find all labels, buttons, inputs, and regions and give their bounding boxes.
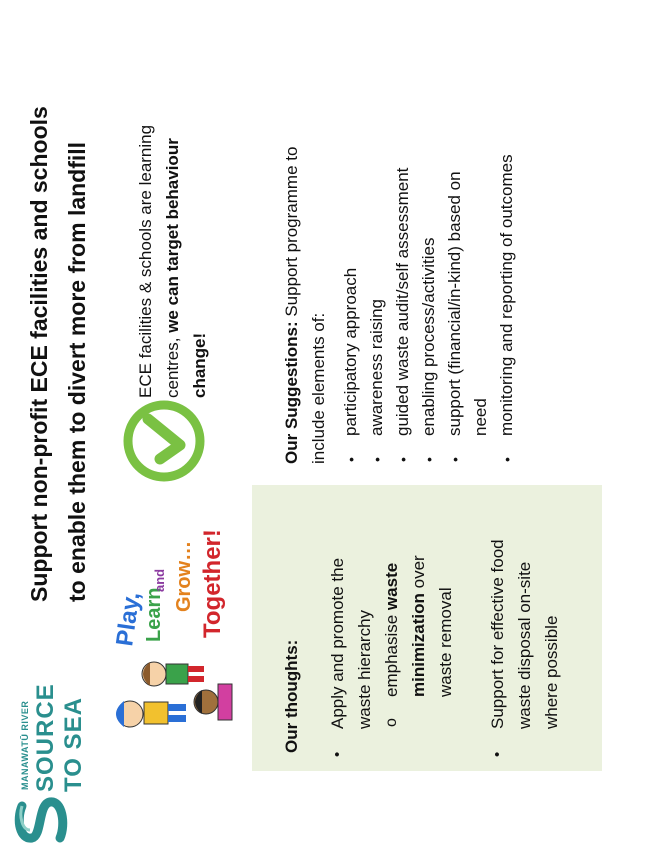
title-line-2: to enable them to divert more from landfill <box>64 141 90 602</box>
thoughts-heading: Our thoughts: <box>282 639 301 753</box>
list-item: • awareness raising <box>367 298 386 462</box>
word-grow: Grow… <box>173 540 195 612</box>
thought-item-2-line-3: where possible <box>542 615 561 729</box>
thought-item-1 <box>324 487 378 757</box>
suggestions-list <box>338 4 520 464</box>
word-together: Together! <box>199 529 226 638</box>
suggestions-intro <box>278 4 332 464</box>
thought-item-2-line-2: waste disposal on-site <box>515 561 534 729</box>
logo-big-text: SOURCE TO SEA <box>32 683 87 792</box>
logo-small-text: MANAWATŪ RIVER <box>20 700 30 790</box>
sub-line-3: waste removal <box>436 587 455 697</box>
list-item: • support (financial/in-kind) based on need <box>445 171 490 462</box>
word-play: Play, <box>111 590 146 648</box>
word-and: and <box>152 568 167 592</box>
thought-item-2-line-1: Support for effective food <box>488 539 507 729</box>
bullet-icon: • <box>329 751 346 757</box>
list-item: • guided waste audit/self assessment <box>393 167 412 462</box>
list-item: • participatory approach <box>341 267 360 462</box>
title-line-1: Support non-profit ECE facilities and schools <box>26 106 52 602</box>
ece-line-3: change! <box>190 332 209 398</box>
sub-bullet-icon: o <box>383 718 400 727</box>
sub-line-2: minimization over <box>409 555 428 697</box>
play-learn-grow-illustration <box>102 522 242 742</box>
suggestions-intro-line-2: include elements of: <box>309 312 328 464</box>
thought-item-2 <box>484 487 565 757</box>
ece-line-2: centres, we can target behaviour <box>163 138 182 398</box>
kid-figure-1 <box>116 701 186 727</box>
bullet-icon: • <box>489 751 506 757</box>
word-learn: Learn <box>143 587 165 642</box>
thought-item-1-line-1: Apply and promote the <box>328 557 347 729</box>
sub-line-1: emphasise waste <box>382 562 401 697</box>
ece-statement <box>132 38 213 398</box>
suggestions-heading: Our Suggestions: <box>282 321 301 464</box>
logo <box>8 646 87 846</box>
list-item: • monitoring and reporting of outcomes <box>497 154 516 462</box>
slide-title <box>20 12 96 602</box>
kid-figure-2 <box>142 662 204 686</box>
thought-sub-item <box>378 487 459 727</box>
thoughts-box <box>252 485 602 771</box>
river-s-logo-icon <box>14 794 68 846</box>
thought-item-1-line-2: waste hierarchy <box>355 609 374 729</box>
ece-line-1: ECE facilities & schools are learning <box>136 124 155 398</box>
list-item: • enabling process/activities <box>419 237 438 462</box>
check-circle-icon <box>120 397 208 485</box>
kid-figure-3 <box>194 684 232 720</box>
suggestions-intro-rest: Support programme to <box>282 146 301 322</box>
